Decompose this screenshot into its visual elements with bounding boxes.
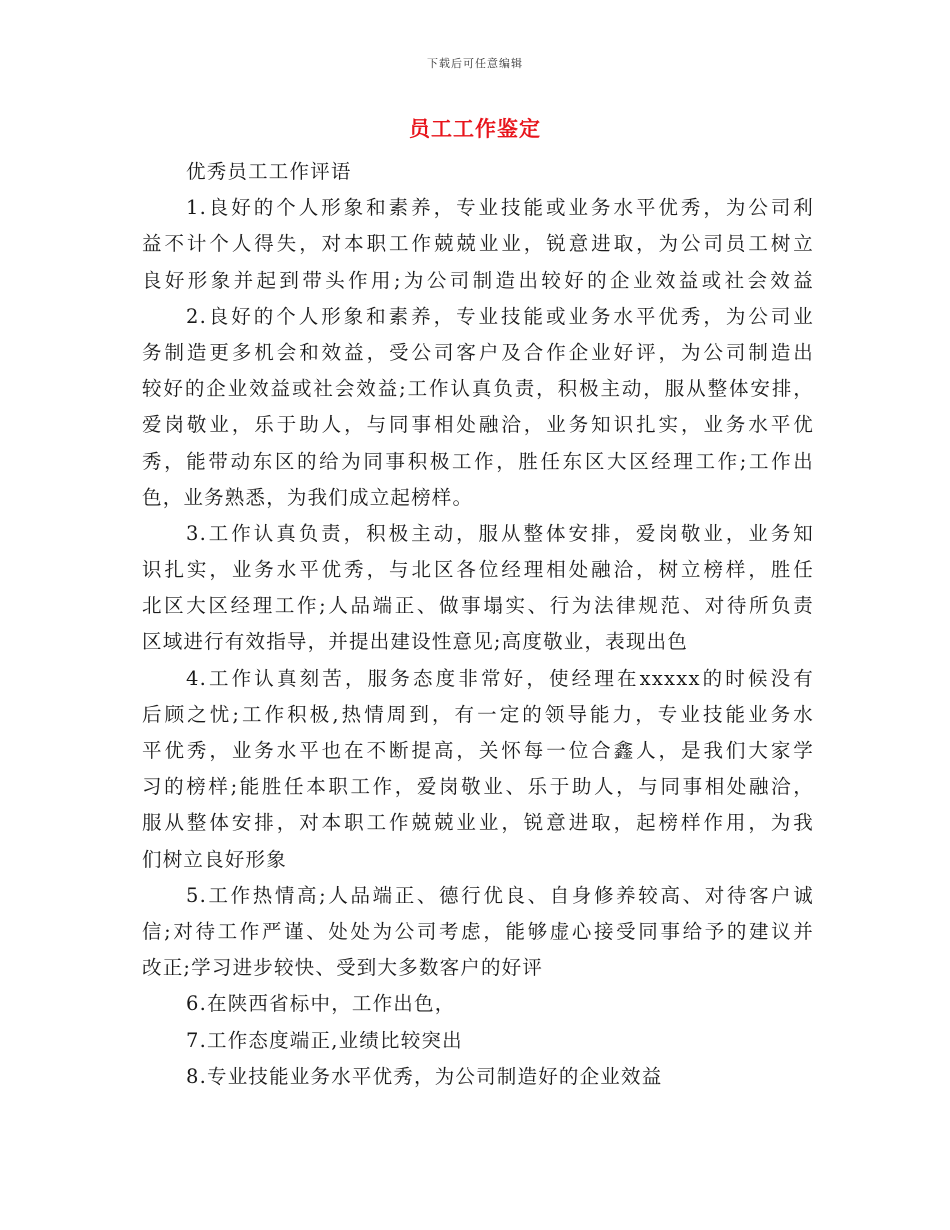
text-line: 色，业务熟悉，为我们成立起榜样。: [142, 485, 474, 509]
text-line: 秀，能带动东区的给为同事积极工作，胜任东区大区经理工作;工作出: [142, 449, 814, 473]
text-line: 们树立良好形象: [142, 847, 287, 871]
page-header: 下载后可任意编辑: [427, 57, 523, 70]
text-line: 信;对待工作严谨、处处为公司考虑，能够虚心接受同事给予的建议并: [142, 919, 814, 943]
text-line: 服从整体安排，对本职工作兢兢业业，锐意进取，起榜样作用，为我: [142, 811, 814, 835]
text-line: 优秀员工工作评语: [186, 160, 352, 183]
text-line: 6.在陕西省标中，工作出色，: [186, 992, 456, 1016]
text-line: 爱岗敬业，乐于助人，与同事相处融洽，业务知识扎实，业务水平优: [142, 413, 814, 437]
text-line: 习的榜样;能胜任本职工作，爱岗敬业、乐于助人，与同事相处融洽，: [142, 775, 814, 799]
text-line: 后顾之忧;工作积极,热情周到，有一定的领导能力，专业技能业务水: [142, 702, 814, 726]
text-line: 区域进行有效指导，并提出建设性意见;高度敬业，表现出色: [142, 630, 688, 654]
document-title: 员工工作鉴定: [409, 116, 541, 141]
text-line: 3.工作认真负责，积极主动，服从整体安排，爱岗敬业，业务知: [186, 521, 814, 545]
text-line: 2.良好的个人形象和素养，专业技能或业务水平优秀，为公司业: [186, 304, 814, 328]
text-line: 良好形象并起到带头作用;为公司制造出较好的企业效益或社会效益: [142, 268, 814, 292]
text-line: 改正;学习进步较快、受到大多数客户的好评: [142, 956, 544, 980]
text-line: 8.专业技能业务水平优秀，为公司制造好的企业效益: [186, 1064, 663, 1088]
text-line: 4.工作认真刻苦，服务态度非常好，使经理在xxxxx的时候没有: [186, 666, 814, 690]
text-line: 识扎实，业务水平优秀，与北区各位经理相处融洽，树立榜样，胜任: [142, 558, 814, 582]
text-line: 7.工作态度端正,业绩比较突出: [186, 1028, 463, 1052]
text-line: 平优秀，业务水平也在不断提高，关怀每一位合鑫人，是我们大家学: [142, 739, 814, 762]
text-line: 1.良好的个人形象和素养，专业技能或业务水平优秀，为公司利: [186, 196, 814, 220]
text-line: 北区大区经理工作;人品端正、做事塌实、行为法律规范、对待所负责: [142, 594, 814, 618]
text-line: 5.工作热情高;人品端正、德行优良、自身修养较高、对待客户诚: [186, 883, 814, 907]
document-body: [142, 161, 814, 1102]
text-line: 较好的企业效益或社会效益;工作认真负责，积极主动，服从整体安排，: [142, 377, 814, 401]
text-line: 务制造更多机会和效益，受公司客户及合作企业好评，为公司制造出: [142, 340, 814, 364]
text-line: 益不计个人得失，对本职工作兢兢业业，锐意进取，为公司员工树立: [142, 232, 814, 256]
